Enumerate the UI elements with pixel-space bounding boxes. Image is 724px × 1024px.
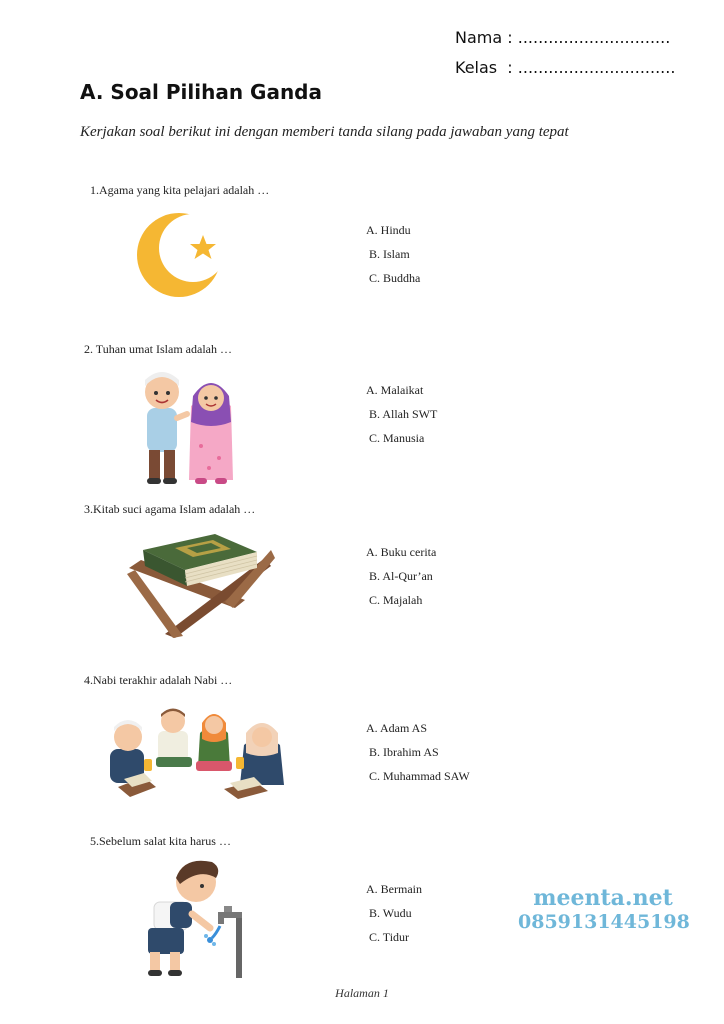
q2-option-c[interactable]: C. Manusia (369, 431, 425, 445)
instruction-text: Kerjakan soal berikut ini dengan memberi tanda silang pada jawaban yang tepat (80, 124, 569, 140)
nama-field[interactable]: Nama : .............................. (455, 28, 671, 47)
crescent-star-icon (135, 210, 225, 300)
question-5-text: 5.Sebelum salat kita harus … (90, 834, 231, 848)
q3-option-b[interactable]: B. Al-Qur’an (369, 569, 433, 583)
q2-option-b[interactable]: B. Allah SWT (369, 407, 438, 421)
q4-option-c[interactable]: C. Muhammad SAW (369, 769, 470, 783)
question-4-text: 4.Nabi terakhir adalah Nabi … (84, 673, 233, 687)
q5-option-c[interactable]: C. Tidur (369, 930, 410, 944)
children-reading-quran-illustration (104, 705, 294, 801)
q1-option-b[interactable]: B. Islam (369, 247, 410, 261)
page-footer: Halaman 1 (335, 986, 389, 1000)
q3-option-a[interactable]: A. Buku cerita (366, 545, 437, 559)
question-1-text: 1.Agama yang kita pelajari adalah … (90, 183, 270, 197)
question-3-text: 3.Kitab suci agama Islam adalah … (84, 502, 256, 516)
q5-option-b[interactable]: B. Wudu (369, 906, 412, 920)
q2-option-a[interactable]: A. Malaikat (366, 383, 424, 397)
q4-option-a[interactable]: A. Adam AS (366, 721, 428, 735)
q1-option-a[interactable]: A. Hindu (366, 223, 411, 237)
q3-option-c[interactable]: C. Majalah (369, 593, 423, 607)
quran-on-stand-illustration (125, 530, 275, 640)
question-2-text: 2. Tuhan umat Islam adalah … (84, 342, 232, 356)
boy-doing-wudu-illustration (140, 856, 250, 980)
section-title: A. Soal Pilihan Ganda (80, 80, 322, 104)
watermark-phone: 0859131445198 (518, 911, 690, 933)
watermark-site: meenta.net (533, 885, 673, 911)
q1-option-c[interactable]: C. Buddha (369, 271, 421, 285)
q4-option-b[interactable]: B. Ibrahim AS (369, 745, 439, 759)
kelas-field[interactable]: Kelas : ............................... (455, 58, 676, 77)
muslim-children-illustration (135, 366, 235, 488)
q5-option-a[interactable]: A. Bermain (366, 882, 422, 896)
